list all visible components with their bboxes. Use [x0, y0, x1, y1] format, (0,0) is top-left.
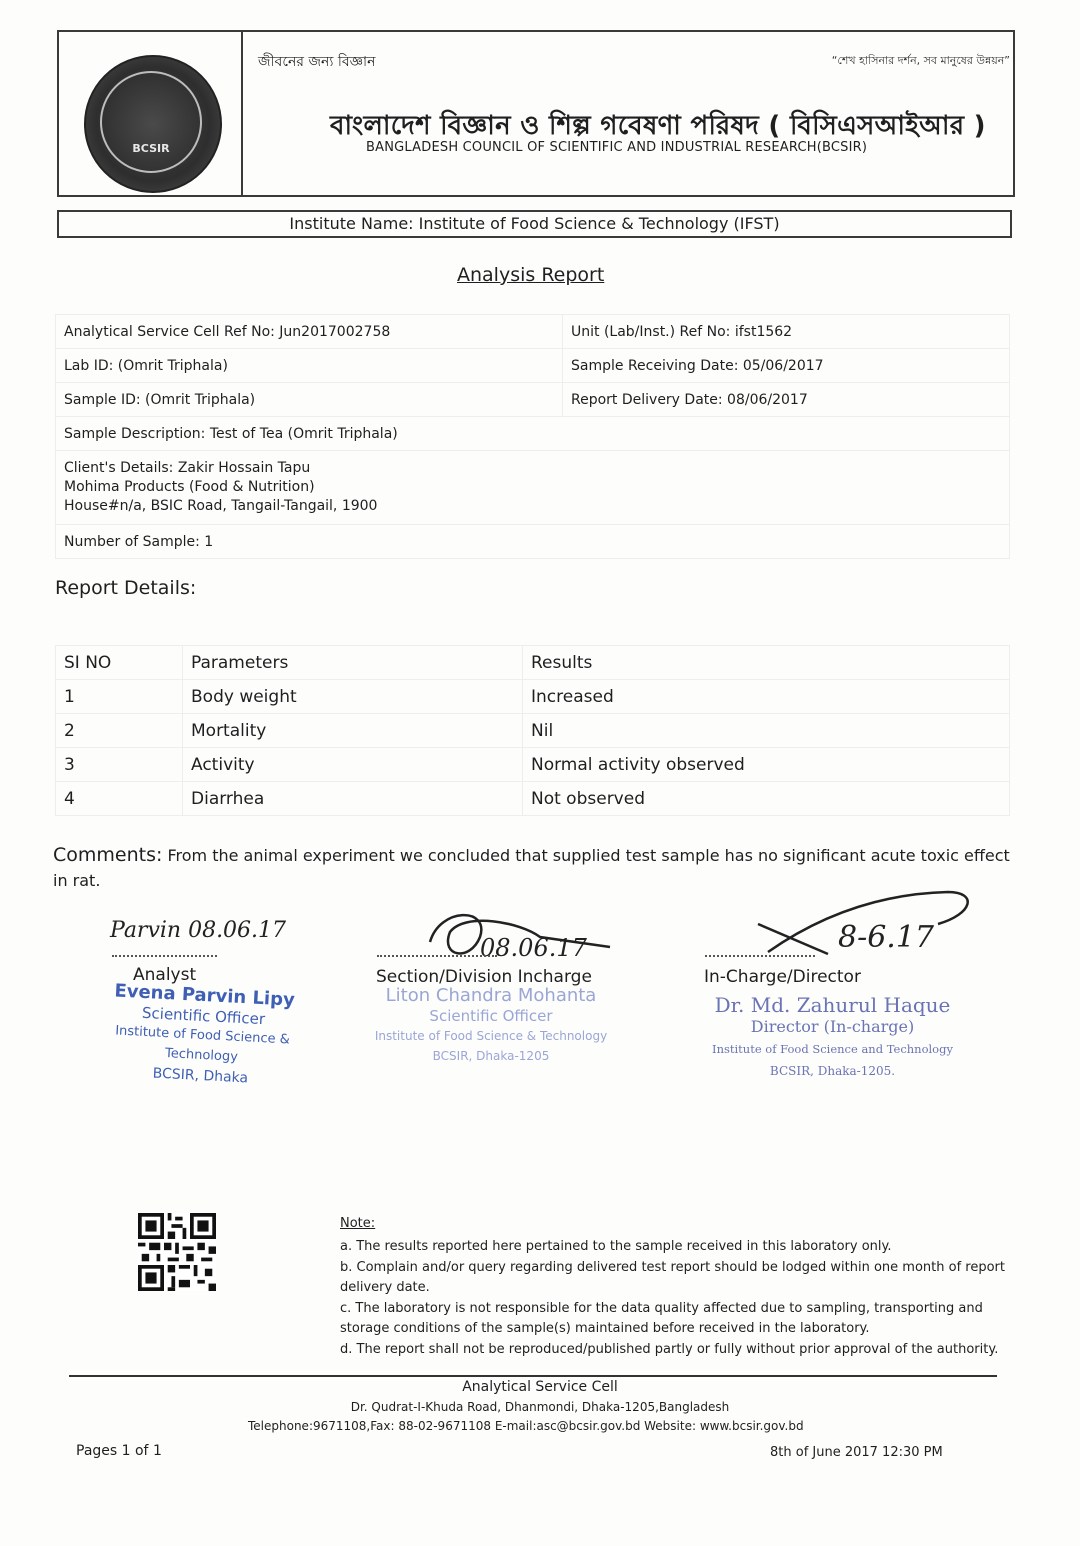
report-details-heading: Report Details: [55, 577, 197, 599]
client-line: House#n/a, BSIC Road, Tangail-Tangail, 1900 [64, 498, 378, 514]
cell-result: Not observed [523, 782, 1010, 816]
institute-name: Institute Name: Institute of Food Science & Technology (IFST) [289, 214, 780, 233]
client-line: Mohima Products (Food & Nutrition) [64, 479, 315, 495]
delivery-date: Report Delivery Date: 08/06/2017 [563, 383, 1010, 417]
cell-sino: 1 [56, 680, 183, 714]
stamp-institute: Institute of Food Science and Technology [712, 1042, 953, 1056]
info-row [56, 383, 1010, 417]
receiving-date: Sample Receiving Date: 05/06/2017 [563, 349, 1010, 383]
lab-id: Lab ID: (Omrit Triphala) [56, 349, 563, 383]
unit-ref: Unit (Lab/Inst.) Ref No: ifst1562 [563, 315, 1010, 349]
table-row [56, 782, 1010, 816]
table-header-row [56, 646, 1010, 680]
stamp-name: Dr. Md. Zahurul Haque [714, 993, 951, 1017]
cell-parameter: Mortality [183, 714, 523, 748]
stamp-institute: Institute of Food Science & Technology [374, 1029, 608, 1043]
stamp-institute: Institute of Food Science & Technology [114, 1023, 291, 1065]
stamp-name: Evena Parvin Lipy [113, 980, 296, 1011]
cell-sino: 4 [56, 782, 183, 816]
cell-sino: 3 [56, 748, 183, 782]
section-role: Section/Division Incharge [376, 967, 592, 987]
stamp-location: BCSIR, Dhaka [152, 1065, 249, 1087]
footer-address: Dr. Qudrat-I-Khuda Road, Dhanmondi, Dhaka-1205,Bangladesh [350, 1400, 730, 1414]
info-row [56, 525, 1010, 559]
cell-result: Normal activity observed [523, 748, 1010, 782]
info-row [56, 417, 1010, 451]
note-item: a. The results reported here pertained to the sample received in this laboratory only. [340, 1239, 892, 1254]
director-stamp [705, 994, 960, 1082]
motto-right: “শেখ হাসিনার দর্শন, সব মানুষের উন্নয়ন” [831, 54, 1010, 67]
col-header-results: Results [523, 646, 1010, 680]
stamp-name: Liton Chandra Mohanta [385, 985, 597, 1006]
printed-timestamp: 8th of June 2017 12:30 PM [770, 1445, 943, 1460]
section-stamp [360, 986, 622, 1066]
results-table [55, 645, 1010, 816]
comments-label: Comments: [53, 844, 163, 866]
cell-parameter: Activity [183, 748, 523, 782]
organization-title-bangla: বাংলাদেশ বিজ্ঞান ও শিল্প গবেষণা পরিষদ ( বিসিএসআইআর ) [330, 111, 986, 141]
note-item: b. Complain and/or query regarding delivered test report should be lodged within one month of report delivery date. [340, 1259, 1005, 1295]
note-title: Note: [340, 1216, 376, 1231]
analyst-signature: Parvin 08.06.17 [110, 918, 287, 943]
number-of-sample: Number of Sample: 1 [56, 525, 1010, 559]
cell-parameter: Body weight [183, 680, 523, 714]
organization-title-english: BANGLADESH COUNCIL OF SCIENTIFIC AND INDUSTRIAL RESEARCH(BCSIR) [366, 140, 868, 155]
page-count: Pages 1 of 1 [76, 1443, 162, 1459]
letterhead-divider [241, 30, 243, 197]
cell-result: Nil [523, 714, 1010, 748]
asc-ref: Analytical Service Cell Ref No: Jun2017002758 [56, 315, 563, 349]
note-item: c. The laboratory is not responsible for the data quality affected due to sampling, transporting and storage conditions of the sample(s) maintained before received in the laboratory. [340, 1300, 983, 1336]
info-row [56, 349, 1010, 383]
stamp-title: Scientific Officer [141, 1003, 266, 1029]
info-row [56, 315, 1010, 349]
table-row [56, 680, 1010, 714]
analyst-stamp [78, 980, 328, 1093]
sample-id: Sample ID: (Omrit Triphala) [56, 383, 563, 417]
client-details [56, 451, 1010, 525]
col-header-parameters: Parameters [183, 646, 523, 680]
notes-list [340, 1237, 1005, 1360]
stamp-title: Scientific Officer [429, 1007, 553, 1025]
table-row [56, 714, 1010, 748]
sample-info-table [55, 314, 1010, 559]
cell-result: Increased [523, 680, 1010, 714]
stamp-location: BCSIR, Dhaka-1205. [769, 1064, 896, 1078]
footer-title: Analytical Service Cell [462, 1379, 618, 1395]
stamp-location: BCSIR, Dhaka-1205 [432, 1049, 550, 1063]
cell-sino: 2 [56, 714, 183, 748]
info-row [56, 451, 1010, 525]
motto-left: জীবনের জন্য বিজ্ঞান [258, 54, 376, 70]
seal-ring [100, 71, 202, 173]
report-title: Analysis Report [457, 264, 605, 286]
analyst-signature-line [112, 955, 217, 957]
director-signature: 8-6.17 [838, 920, 935, 955]
section-signature-scribble [410, 902, 620, 972]
footer-contact: Telephone:9671108,Fax: 88-02-9671108 E-mail:asc@bcsir.gov.bd Website: www.bcsir.gov.bd [248, 1419, 804, 1433]
director-role: In-Charge/Director [704, 967, 861, 987]
note-item: d. The report shall not be reproduced/published partly or fully without prior approval of the authority. [340, 1341, 999, 1357]
col-header-sino: SI NO [56, 646, 183, 680]
analyst-role: Analyst [133, 965, 197, 985]
director-signature-line [705, 955, 815, 957]
client-line: Client's Details: Zakir Hossain Tapu [64, 460, 311, 476]
qr-code-icon [138, 1213, 216, 1291]
seal-label: BCSIR [132, 142, 170, 155]
sample-description: Sample Description: Test of Tea (Omrit Triphala) [56, 417, 1010, 451]
comments-text: From the animal experiment we concluded that supplied test sample has no significant acute toxic effect in rat. [53, 846, 1010, 890]
stamp-title: Director (In-charge) [750, 1017, 915, 1036]
section-signature: 08.06.17 [480, 934, 587, 962]
footer-divider [69, 1375, 997, 1377]
cell-parameter: Diarrhea [183, 782, 523, 816]
section-signature-line [377, 955, 497, 957]
table-row [56, 748, 1010, 782]
